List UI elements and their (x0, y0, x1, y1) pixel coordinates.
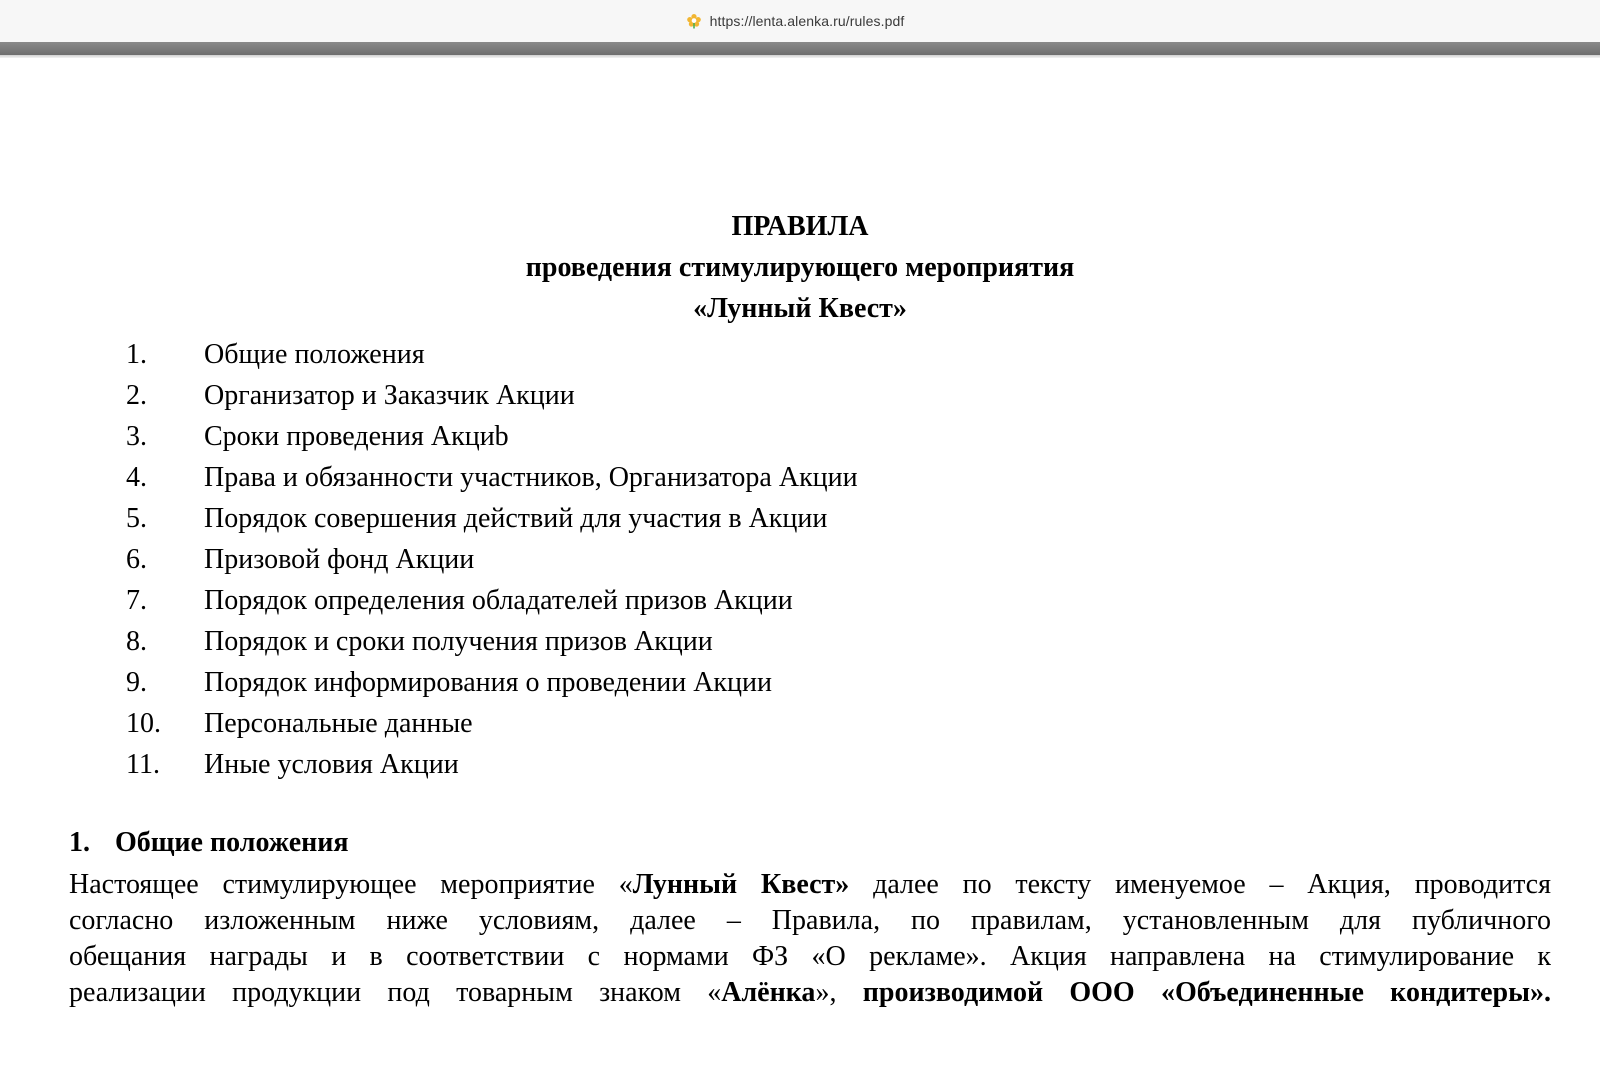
toc-number: 5. (126, 502, 147, 534)
section-title: Общие положения (115, 827, 349, 858)
toc-item (126, 334, 1126, 375)
event-name: «Лунный Квест» (693, 293, 907, 324)
toc-item (126, 539, 1126, 580)
toc-item (126, 457, 1126, 498)
paragraph-line: согласно изложенным ниже условиям, далее – Правила, по правилам, установленным для публичного (69, 905, 1551, 936)
toc-item (126, 580, 1126, 621)
toc-number: 8. (126, 625, 147, 657)
toc-label: Призовой фонд Акции (204, 543, 475, 575)
toc-number: 7. (126, 584, 147, 616)
text-run: », (815, 977, 863, 1008)
toc-label: Порядок совершения действий для участия в Акции (204, 502, 828, 534)
manufacturer-name: производимой ООО «Объединенные кондитеры». (862, 977, 1551, 1008)
table-of-contents (126, 334, 1126, 785)
paragraph-line (69, 975, 1551, 1011)
toc-label: Порядок информирования о проведении Акции (204, 666, 772, 698)
address-bar-content[interactable] (686, 13, 905, 29)
flower-icon (686, 13, 702, 29)
toc-number: 3. (126, 420, 147, 452)
text-run: реализации продукции под товарным знаком « (69, 977, 722, 1008)
toc-item (126, 744, 1126, 785)
section-heading (69, 826, 349, 860)
document-subtitle: проведения стимулирующего мероприятия (525, 252, 1075, 283)
toc-label: Порядок определения обладателей призов Акции (204, 584, 793, 616)
toc-number: 11. (126, 748, 160, 780)
section-number: 1. (69, 827, 90, 858)
toc-number: 9. (126, 666, 147, 698)
toc-item (126, 416, 1126, 457)
toc-label: Общие положения (204, 338, 425, 370)
pdf-page (0, 58, 1600, 1066)
toc-number: 6. (126, 543, 147, 575)
text-run: далее по тексту именуемое – Акция, проводится (849, 869, 1551, 900)
toc-number: 10. (126, 707, 161, 739)
toc-label: Организатор и Заказчик Акции (204, 379, 575, 411)
toc-label: Сроки проведения Акциb (204, 420, 509, 452)
paragraph-line: обещания награды и в соответствии с нормами ФЗ «О рекламе». Акция направлена на стимулирование к (69, 941, 1551, 972)
text-run: Настоящее стимулирующее мероприятие « (69, 869, 633, 900)
brand-name: Алёнка (721, 977, 816, 1008)
toc-number: 2. (126, 379, 147, 411)
address-bar[interactable] (0, 0, 1600, 42)
toc-label: Иные условия Акции (204, 748, 459, 780)
toc-label: Персональные данные (204, 707, 473, 739)
toc-item (126, 703, 1126, 744)
section-paragraph (69, 867, 1551, 1011)
toc-number: 1. (126, 338, 147, 370)
toc-number: 4. (126, 461, 147, 493)
toc-item (126, 375, 1126, 416)
pdf-toolbar-strip (0, 42, 1600, 55)
url-text[interactable]: https://lenta.alenka.ru/rules.pdf (709, 13, 905, 29)
paragraph-line (69, 867, 1551, 903)
toc-label: Права и обязанности участников, Организатора Акции (204, 461, 858, 493)
document-title: ПРАВИЛА (731, 211, 869, 242)
toc-label: Порядок и сроки получения призов Акции (204, 625, 713, 657)
toc-item (126, 498, 1126, 539)
toc-item (126, 621, 1126, 662)
toc-item (126, 662, 1126, 703)
event-name-inline: Лунный Квест» (632, 869, 850, 900)
